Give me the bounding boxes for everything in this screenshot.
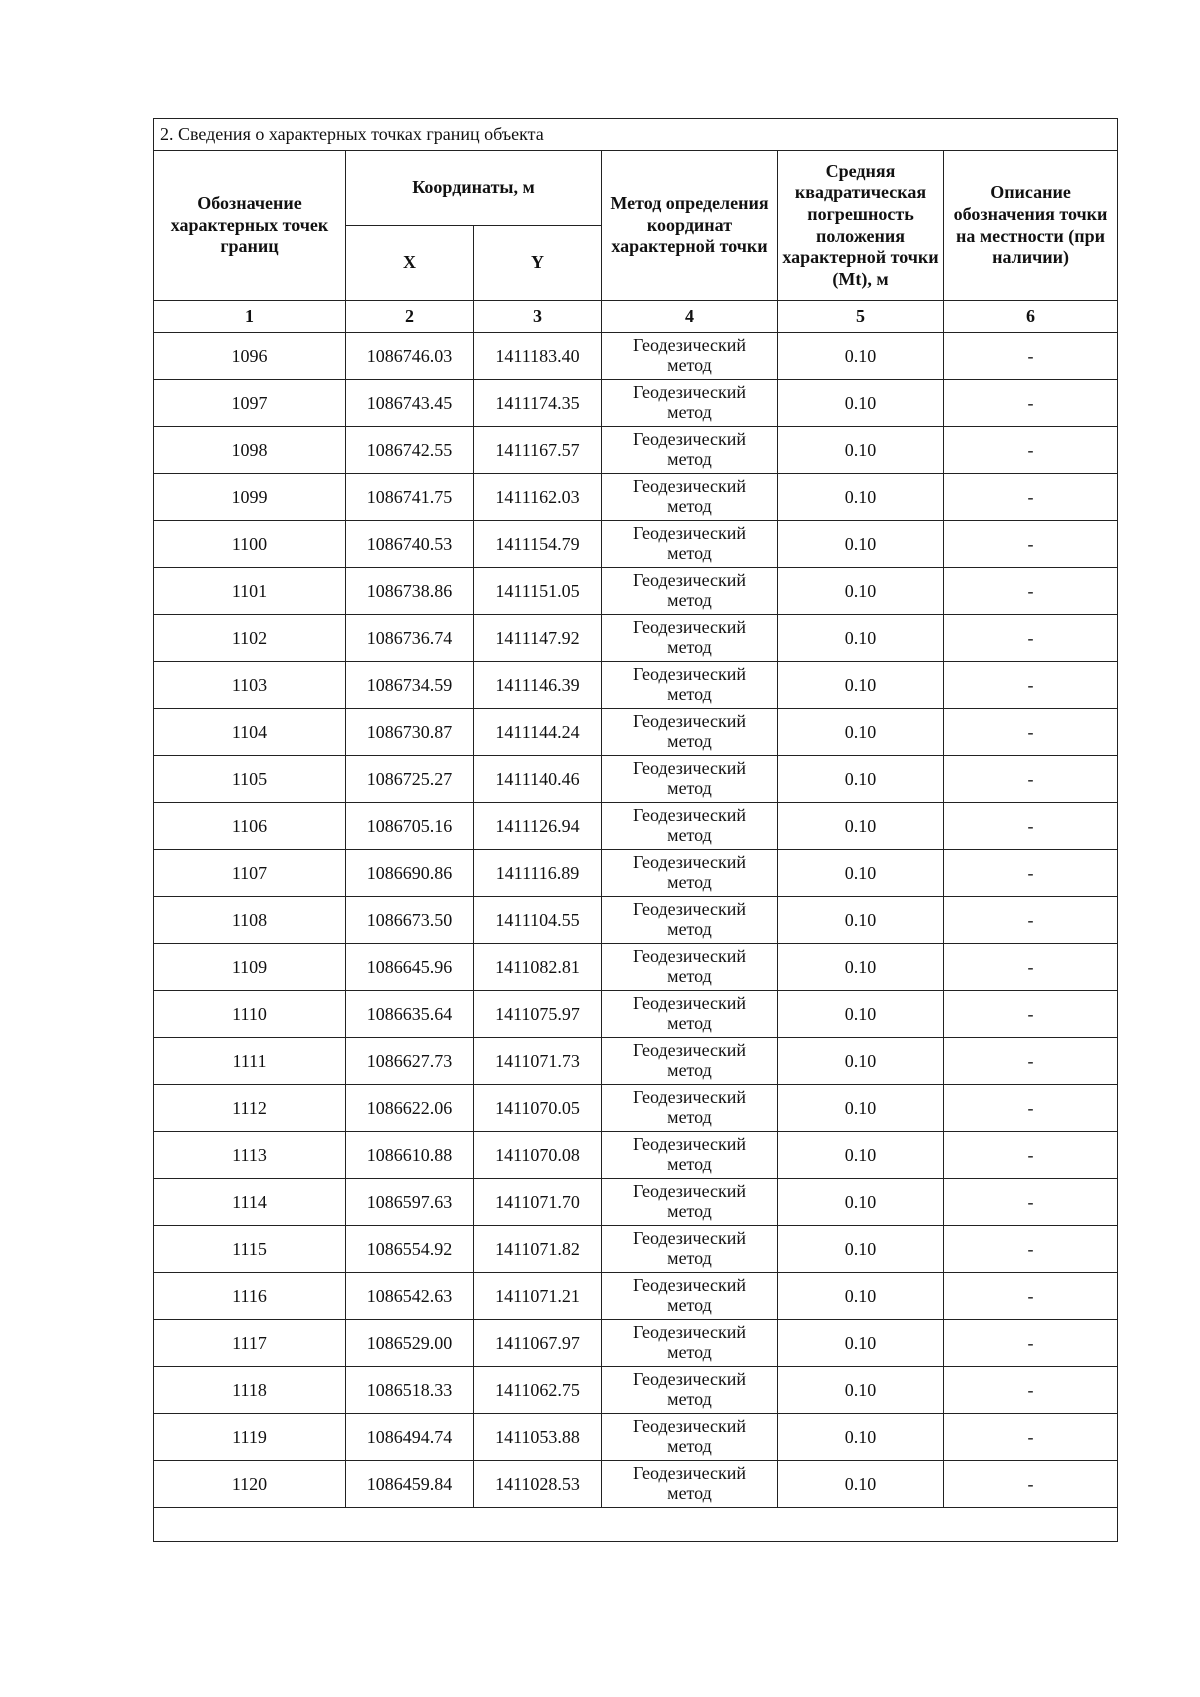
point-number-cell: 1107 bbox=[154, 850, 346, 897]
method-cell bbox=[602, 1226, 778, 1273]
method-text-line: метод bbox=[667, 1436, 712, 1456]
description-cell: - bbox=[944, 1132, 1118, 1179]
method-text-line: Геодезический bbox=[632, 1040, 747, 1061]
method-text-line: метод bbox=[667, 590, 712, 610]
x-coordinate-cell: 1086554.92 bbox=[346, 1226, 474, 1273]
mean-error-cell: 0.10 bbox=[778, 1273, 944, 1320]
y-coordinate-cell: 1411070.08 bbox=[474, 1132, 602, 1179]
description-cell: - bbox=[944, 1461, 1118, 1508]
description-cell: - bbox=[944, 756, 1118, 803]
method-cell bbox=[602, 380, 778, 427]
header-point-description: Описание обозначения точки на местности (при наличии) bbox=[944, 151, 1118, 301]
x-coordinate-cell: 1086518.33 bbox=[346, 1367, 474, 1414]
description-cell: - bbox=[944, 1179, 1118, 1226]
mean-error-cell: 0.10 bbox=[778, 1132, 944, 1179]
method-text-line: Геодезический bbox=[632, 1087, 747, 1108]
y-coordinate-cell: 1411144.24 bbox=[474, 709, 602, 756]
header-x: X bbox=[346, 226, 474, 301]
description-cell: - bbox=[944, 709, 1118, 756]
mean-error-cell: 0.10 bbox=[778, 521, 944, 568]
x-coordinate-cell: 1086494.74 bbox=[346, 1414, 474, 1461]
method-text-line: метод bbox=[667, 543, 712, 563]
method-text-line: метод bbox=[667, 919, 712, 939]
table-row bbox=[154, 1414, 1118, 1461]
method-text-line: Геодезический bbox=[632, 1416, 747, 1437]
y-coordinate-cell: 1411151.05 bbox=[474, 568, 602, 615]
column-numbers-row bbox=[154, 301, 1118, 333]
point-number-cell: 1106 bbox=[154, 803, 346, 850]
x-coordinate-cell: 1086529.00 bbox=[346, 1320, 474, 1367]
method-text-line: метод bbox=[667, 1154, 712, 1174]
point-number-cell: 1100 bbox=[154, 521, 346, 568]
description-cell: - bbox=[944, 1273, 1118, 1320]
method-text-line: Геодезический bbox=[632, 335, 747, 356]
table-row bbox=[154, 568, 1118, 615]
description-cell: - bbox=[944, 1367, 1118, 1414]
mean-error-cell: 0.10 bbox=[778, 1367, 944, 1414]
table-row bbox=[154, 1038, 1118, 1085]
table-row bbox=[154, 615, 1118, 662]
table-row bbox=[154, 1320, 1118, 1367]
boundary-points-table bbox=[153, 118, 1118, 1542]
point-number-cell: 1119 bbox=[154, 1414, 346, 1461]
x-coordinate-cell: 1086743.45 bbox=[346, 380, 474, 427]
y-coordinate-cell: 1411071.21 bbox=[474, 1273, 602, 1320]
description-cell: - bbox=[944, 1226, 1118, 1273]
method-cell bbox=[602, 1085, 778, 1132]
method-text-line: метод bbox=[667, 1013, 712, 1033]
table-row bbox=[154, 1461, 1118, 1508]
table-row bbox=[154, 333, 1118, 380]
table-row bbox=[154, 944, 1118, 991]
x-coordinate-cell: 1086746.03 bbox=[346, 333, 474, 380]
method-text-line: Геодезический bbox=[632, 429, 747, 450]
x-coordinate-cell: 1086705.16 bbox=[346, 803, 474, 850]
description-cell: - bbox=[944, 1320, 1118, 1367]
y-coordinate-cell: 1411067.97 bbox=[474, 1320, 602, 1367]
point-number-cell: 1120 bbox=[154, 1461, 346, 1508]
method-text-line: Геодезический bbox=[632, 1228, 747, 1249]
header-mean-error: Средняя квадратическая погрешность положения характерной точки (Mt), м bbox=[778, 151, 944, 301]
method-cell bbox=[602, 1132, 778, 1179]
description-cell: - bbox=[944, 897, 1118, 944]
y-coordinate-cell: 1411126.94 bbox=[474, 803, 602, 850]
point-number-cell: 1103 bbox=[154, 662, 346, 709]
description-cell: - bbox=[944, 850, 1118, 897]
x-coordinate-cell: 1086740.53 bbox=[346, 521, 474, 568]
method-text-line: метод bbox=[667, 778, 712, 798]
point-number-cell: 1099 bbox=[154, 474, 346, 521]
x-coordinate-cell: 1086542.63 bbox=[346, 1273, 474, 1320]
method-text-line: Геодезический bbox=[632, 852, 747, 873]
mean-error-cell: 0.10 bbox=[778, 1414, 944, 1461]
method-cell bbox=[602, 521, 778, 568]
method-text-line: метод bbox=[667, 1389, 712, 1409]
point-number-cell: 1109 bbox=[154, 944, 346, 991]
mean-error-cell: 0.10 bbox=[778, 1085, 944, 1132]
y-coordinate-cell: 1411082.81 bbox=[474, 944, 602, 991]
method-text-line: Геодезический bbox=[632, 1134, 747, 1155]
method-cell bbox=[602, 662, 778, 709]
y-coordinate-cell: 1411062.75 bbox=[474, 1367, 602, 1414]
table-row bbox=[154, 1179, 1118, 1226]
description-cell: - bbox=[944, 333, 1118, 380]
method-text-line: метод bbox=[667, 402, 712, 422]
point-number-cell: 1112 bbox=[154, 1085, 346, 1132]
y-coordinate-cell: 1411154.79 bbox=[474, 521, 602, 568]
method-text-line: Геодезический bbox=[632, 382, 747, 403]
method-cell bbox=[602, 709, 778, 756]
y-coordinate-cell: 1411053.88 bbox=[474, 1414, 602, 1461]
table-row bbox=[154, 1085, 1118, 1132]
x-coordinate-cell: 1086610.88 bbox=[346, 1132, 474, 1179]
y-coordinate-cell: 1411071.73 bbox=[474, 1038, 602, 1085]
x-coordinate-cell: 1086690.86 bbox=[346, 850, 474, 897]
table-row bbox=[154, 521, 1118, 568]
table-row bbox=[154, 756, 1118, 803]
x-coordinate-cell: 1086741.75 bbox=[346, 474, 474, 521]
x-coordinate-cell: 1086645.96 bbox=[346, 944, 474, 991]
method-text-line: Геодезический bbox=[632, 1369, 747, 1390]
method-text-line: Геодезический bbox=[632, 523, 747, 544]
mean-error-cell: 0.10 bbox=[778, 427, 944, 474]
mean-error-cell: 0.10 bbox=[778, 1038, 944, 1085]
x-coordinate-cell: 1086627.73 bbox=[346, 1038, 474, 1085]
column-number: 5 bbox=[778, 301, 944, 333]
table-footer-row bbox=[154, 1508, 1118, 1542]
method-cell bbox=[602, 850, 778, 897]
point-number-cell: 1118 bbox=[154, 1367, 346, 1414]
method-text-line: метод bbox=[667, 355, 712, 375]
table-row bbox=[154, 1132, 1118, 1179]
method-cell bbox=[602, 1273, 778, 1320]
column-number: 4 bbox=[602, 301, 778, 333]
mean-error-cell: 0.10 bbox=[778, 803, 944, 850]
method-text-line: метод bbox=[667, 1201, 712, 1221]
mean-error-cell: 0.10 bbox=[778, 662, 944, 709]
y-coordinate-cell: 1411146.39 bbox=[474, 662, 602, 709]
x-coordinate-cell: 1086673.50 bbox=[346, 897, 474, 944]
description-cell: - bbox=[944, 991, 1118, 1038]
method-text-line: метод bbox=[667, 825, 712, 845]
method-cell bbox=[602, 1367, 778, 1414]
method-text-line: Геодезический bbox=[632, 1275, 747, 1296]
y-coordinate-cell: 1411070.05 bbox=[474, 1085, 602, 1132]
description-cell: - bbox=[944, 474, 1118, 521]
method-cell bbox=[602, 803, 778, 850]
method-text-line: метод bbox=[667, 731, 712, 751]
point-number-cell: 1110 bbox=[154, 991, 346, 1038]
method-text-line: метод bbox=[667, 1107, 712, 1127]
method-text-line: Геодезический bbox=[632, 805, 747, 826]
method-text-line: метод bbox=[667, 1342, 712, 1362]
table-row bbox=[154, 897, 1118, 944]
description-cell: - bbox=[944, 1038, 1118, 1085]
method-cell bbox=[602, 1461, 778, 1508]
table-row bbox=[154, 1273, 1118, 1320]
mean-error-cell: 0.10 bbox=[778, 1226, 944, 1273]
table-caption: 2. Сведения о характерных точках границ объекта bbox=[154, 119, 1118, 151]
y-coordinate-cell: 1411183.40 bbox=[474, 333, 602, 380]
y-coordinate-cell: 1411104.55 bbox=[474, 897, 602, 944]
x-coordinate-cell: 1086734.59 bbox=[346, 662, 474, 709]
method-text-line: Геодезический bbox=[632, 899, 747, 920]
method-cell bbox=[602, 427, 778, 474]
method-text-line: Геодезический bbox=[632, 664, 747, 685]
mean-error-cell: 0.10 bbox=[778, 615, 944, 662]
x-coordinate-cell: 1086742.55 bbox=[346, 427, 474, 474]
description-cell: - bbox=[944, 662, 1118, 709]
table-row bbox=[154, 380, 1118, 427]
description-cell: - bbox=[944, 521, 1118, 568]
x-coordinate-cell: 1086459.84 bbox=[346, 1461, 474, 1508]
method-text-line: метод bbox=[667, 1248, 712, 1268]
description-cell: - bbox=[944, 427, 1118, 474]
x-coordinate-cell: 1086635.64 bbox=[346, 991, 474, 1038]
description-cell: - bbox=[944, 803, 1118, 850]
header-point-designation: Обозначение характерных точек границ bbox=[154, 151, 346, 301]
point-number-cell: 1096 bbox=[154, 333, 346, 380]
method-cell bbox=[602, 474, 778, 521]
column-number: 2 bbox=[346, 301, 474, 333]
method-text-line: метод bbox=[667, 449, 712, 469]
mean-error-cell: 0.10 bbox=[778, 380, 944, 427]
method-text-line: Геодезический bbox=[632, 1463, 747, 1484]
x-coordinate-cell: 1086597.63 bbox=[346, 1179, 474, 1226]
point-number-cell: 1113 bbox=[154, 1132, 346, 1179]
method-text-line: Геодезический bbox=[632, 993, 747, 1014]
table-row bbox=[154, 1367, 1118, 1414]
description-cell: - bbox=[944, 615, 1118, 662]
mean-error-cell: 0.10 bbox=[778, 333, 944, 380]
method-cell bbox=[602, 333, 778, 380]
y-coordinate-cell: 1411140.46 bbox=[474, 756, 602, 803]
mean-error-cell: 0.10 bbox=[778, 568, 944, 615]
method-cell bbox=[602, 1414, 778, 1461]
x-coordinate-cell: 1086725.27 bbox=[346, 756, 474, 803]
mean-error-cell: 0.10 bbox=[778, 1179, 944, 1226]
point-number-cell: 1117 bbox=[154, 1320, 346, 1367]
x-coordinate-cell: 1086730.87 bbox=[346, 709, 474, 756]
method-cell bbox=[602, 615, 778, 662]
table-row bbox=[154, 803, 1118, 850]
header-y: Y bbox=[474, 226, 602, 301]
y-coordinate-cell: 1411174.35 bbox=[474, 380, 602, 427]
point-number-cell: 1114 bbox=[154, 1179, 346, 1226]
method-cell bbox=[602, 1179, 778, 1226]
mean-error-cell: 0.10 bbox=[778, 850, 944, 897]
description-cell: - bbox=[944, 944, 1118, 991]
method-cell bbox=[602, 944, 778, 991]
point-number-cell: 1097 bbox=[154, 380, 346, 427]
method-text-line: метод bbox=[667, 684, 712, 704]
point-number-cell: 1116 bbox=[154, 1273, 346, 1320]
method-text-line: метод bbox=[667, 1483, 712, 1503]
method-text-line: Геодезический bbox=[632, 1322, 747, 1343]
description-cell: - bbox=[944, 1414, 1118, 1461]
point-number-cell: 1115 bbox=[154, 1226, 346, 1273]
mean-error-cell: 0.10 bbox=[778, 474, 944, 521]
header-method: Метод определения координат характерной точки bbox=[602, 151, 778, 301]
method-text-line: метод bbox=[667, 496, 712, 516]
point-number-cell: 1098 bbox=[154, 427, 346, 474]
table-row bbox=[154, 427, 1118, 474]
column-number: 3 bbox=[474, 301, 602, 333]
description-cell: - bbox=[944, 568, 1118, 615]
y-coordinate-cell: 1411028.53 bbox=[474, 1461, 602, 1508]
y-coordinate-cell: 1411162.03 bbox=[474, 474, 602, 521]
method-text-line: Геодезический bbox=[632, 1181, 747, 1202]
point-number-cell: 1104 bbox=[154, 709, 346, 756]
method-text-line: Геодезический bbox=[632, 711, 747, 732]
mean-error-cell: 0.10 bbox=[778, 709, 944, 756]
method-text-line: Геодезический bbox=[632, 570, 747, 591]
mean-error-cell: 0.10 bbox=[778, 1461, 944, 1508]
method-cell bbox=[602, 568, 778, 615]
point-number-cell: 1108 bbox=[154, 897, 346, 944]
table-row bbox=[154, 1226, 1118, 1273]
point-number-cell: 1111 bbox=[154, 1038, 346, 1085]
y-coordinate-cell: 1411147.92 bbox=[474, 615, 602, 662]
table-row bbox=[154, 662, 1118, 709]
table-row bbox=[154, 991, 1118, 1038]
empty-footer-cell bbox=[154, 1508, 1118, 1542]
table-row bbox=[154, 850, 1118, 897]
y-coordinate-cell: 1411071.82 bbox=[474, 1226, 602, 1273]
x-coordinate-cell: 1086622.06 bbox=[346, 1085, 474, 1132]
mean-error-cell: 0.10 bbox=[778, 991, 944, 1038]
method-cell bbox=[602, 1038, 778, 1085]
description-cell: - bbox=[944, 1085, 1118, 1132]
mean-error-cell: 0.10 bbox=[778, 944, 944, 991]
header-coordinates: Координаты, м bbox=[346, 151, 602, 226]
y-coordinate-cell: 1411075.97 bbox=[474, 991, 602, 1038]
mean-error-cell: 0.10 bbox=[778, 1320, 944, 1367]
method-cell bbox=[602, 1320, 778, 1367]
method-text-line: Геодезический bbox=[632, 476, 747, 497]
y-coordinate-cell: 1411071.70 bbox=[474, 1179, 602, 1226]
mean-error-cell: 0.10 bbox=[778, 897, 944, 944]
method-text-line: Геодезический bbox=[632, 758, 747, 779]
point-number-cell: 1101 bbox=[154, 568, 346, 615]
column-number: 1 bbox=[154, 301, 346, 333]
method-text-line: метод bbox=[667, 637, 712, 657]
method-cell bbox=[602, 756, 778, 803]
table-row bbox=[154, 709, 1118, 756]
y-coordinate-cell: 1411167.57 bbox=[474, 427, 602, 474]
x-coordinate-cell: 1086736.74 bbox=[346, 615, 474, 662]
method-text-line: метод bbox=[667, 1295, 712, 1315]
method-text-line: Геодезический bbox=[632, 617, 747, 638]
method-cell bbox=[602, 897, 778, 944]
method-text-line: метод bbox=[667, 1060, 712, 1080]
method-cell bbox=[602, 991, 778, 1038]
description-cell: - bbox=[944, 380, 1118, 427]
point-number-cell: 1105 bbox=[154, 756, 346, 803]
method-text-line: Геодезический bbox=[632, 946, 747, 967]
method-text-line: метод bbox=[667, 966, 712, 986]
column-number: 6 bbox=[944, 301, 1118, 333]
x-coordinate-cell: 1086738.86 bbox=[346, 568, 474, 615]
point-number-cell: 1102 bbox=[154, 615, 346, 662]
y-coordinate-cell: 1411116.89 bbox=[474, 850, 602, 897]
mean-error-cell: 0.10 bbox=[778, 756, 944, 803]
method-text-line: метод bbox=[667, 872, 712, 892]
table-row bbox=[154, 474, 1118, 521]
